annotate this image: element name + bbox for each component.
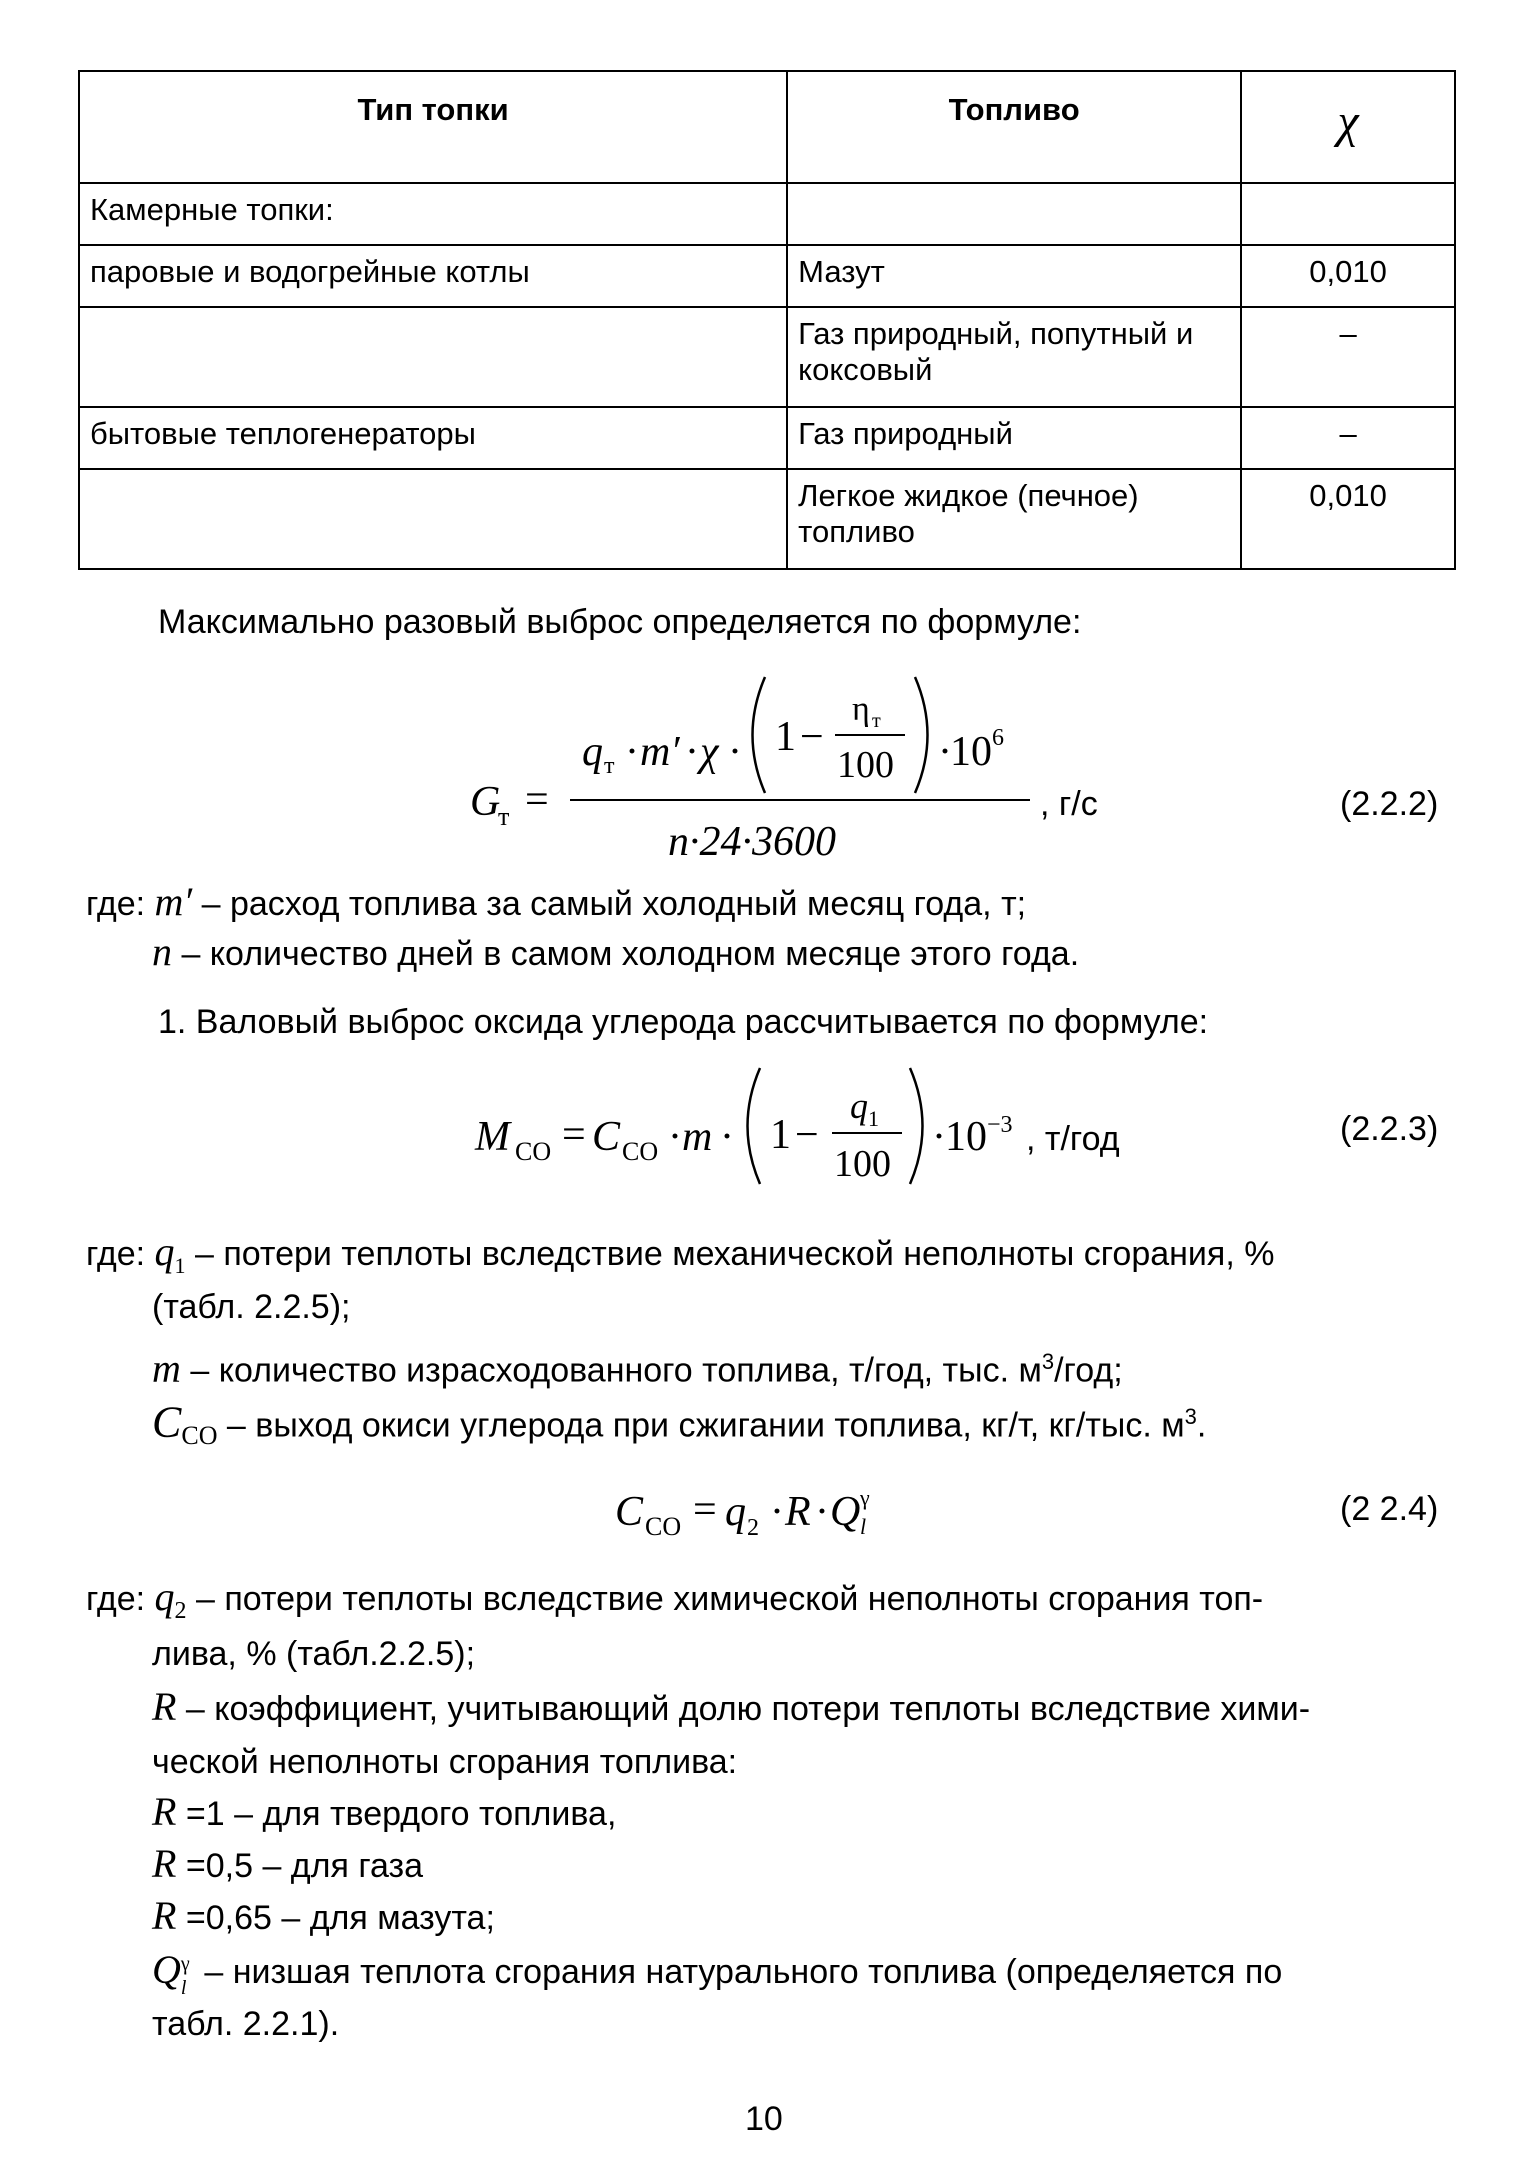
eq3-lhs-sub: CO <box>645 1512 682 1541</box>
header-furnace-type: Тип топки <box>79 71 787 183</box>
eq1-dot: · <box>728 729 742 775</box>
where3-a-text2: лива, % (табл.2.2.5); <box>152 1635 476 1673</box>
table-row <box>79 407 1455 469</box>
where3-b-text2: ческой неполноты сгорания топлива: <box>152 1743 738 1781</box>
table-cell: бытовые теплогенераторы <box>79 407 787 469</box>
eq2-pow-exp: −3 <box>987 1112 1013 1138</box>
table-row <box>79 469 1455 569</box>
eq2-m: m <box>682 1114 713 1160</box>
eq1-m: m′ <box>640 729 680 775</box>
where1-line2 <box>152 930 1079 976</box>
where1-line1 <box>86 880 1026 926</box>
eq1-lhs-sub: т <box>498 802 510 831</box>
symbol-c: C <box>152 1397 182 1447</box>
eq1-pow-exp: 6 <box>992 725 1004 751</box>
table-header-row <box>79 71 1455 183</box>
eq2-equals: = <box>562 1112 586 1158</box>
table-row <box>79 183 1455 245</box>
where2-line3 <box>152 1395 1206 1458</box>
table-cell: Газ природный, попутный и коксовый <box>787 307 1241 407</box>
eq1-equals: = <box>525 777 549 823</box>
where2-b-text: – количество израсходованного топлива, т/год, тыс. м <box>180 1351 1042 1390</box>
table-cell: Мазут <box>787 245 1241 307</box>
table-cell: – <box>1241 407 1455 469</box>
symbol-q-low-sup: γ <box>180 1953 190 1975</box>
eq3-q: q <box>725 1489 746 1535</box>
r3-text: =0,65 – для мазута; <box>176 1899 495 1937</box>
symbol-m-prime: m′ <box>154 879 193 924</box>
where2-a-text: – потери теплоты вследствие механической неполноты сгорания, % <box>185 1235 1275 1273</box>
where1-a-text: – расход топлива за самый холодный месяц года, т; <box>192 885 1027 923</box>
where3-b-text: – коэффициент, учитывающий долю потери теплоты вследствие хими- <box>176 1690 1311 1728</box>
eq3-r: R <box>785 1489 811 1535</box>
eq2-c-sub: CO <box>622 1137 659 1166</box>
eq1-open-paren <box>753 677 766 793</box>
symbol-q-low: Q <box>152 1947 181 1992</box>
r-mazut-line <box>152 1894 495 1940</box>
where2-line2 <box>152 1340 1123 1392</box>
table-cell: Газ природный <box>787 407 1241 469</box>
r1-text: =1 – для твердого топлива, <box>176 1795 617 1833</box>
table-cell <box>79 469 787 569</box>
where2-c-tail: . <box>1196 1406 1207 1445</box>
page-number: 10 <box>745 2100 783 2138</box>
where-label: где: <box>86 885 146 923</box>
eq3-lhs: C <box>615 1489 644 1535</box>
where2-a-text2: (табл. 2.2.5); <box>152 1288 351 1326</box>
eq3-dot: · <box>815 1489 829 1535</box>
superscript: 3 <box>1041 1349 1055 1374</box>
formula-2-2-3 <box>470 1060 1170 1205</box>
r-gas-line <box>152 1842 423 1888</box>
where3-line2 <box>152 1685 1310 1731</box>
eq3-qq-sub: l <box>860 1514 867 1539</box>
eq1-denominator: n·24·3600 <box>668 819 836 865</box>
eq1-dot: · <box>685 729 699 775</box>
where-label: где: <box>86 1580 146 1618</box>
eq1-one: 1 <box>775 714 796 760</box>
table-cell: паровые и водогрейные котлы <box>79 245 787 307</box>
where3-line1 <box>86 1575 1263 1633</box>
symbol-q: q <box>154 1229 175 1274</box>
eq1-pow: 10 <box>950 729 992 775</box>
q-text2: табл. 2.2.1). <box>152 2005 340 2043</box>
eq2-dot: · <box>932 1114 946 1160</box>
eq2-q-sub: 1 <box>868 1106 879 1131</box>
table-cell: Камерные топки: <box>79 183 787 245</box>
eq2-pow: 10 <box>945 1114 987 1160</box>
eq2-c: C <box>592 1114 621 1160</box>
table-row <box>79 307 1455 407</box>
eq2-minus: − <box>795 1112 819 1158</box>
eq2-open-paren <box>748 1068 761 1184</box>
eq2-lhs: M <box>475 1114 510 1160</box>
eq1-minus: − <box>800 714 824 760</box>
eq2-dot: · <box>720 1114 734 1160</box>
eq1-lhs: G <box>470 779 501 825</box>
eq2-one: 1 <box>770 1112 791 1158</box>
item-1-text: 1. Валовый выброс оксида углерода рассчитывается по формуле: <box>158 1003 1209 1041</box>
table-cell <box>1241 183 1455 245</box>
eq2-close-paren <box>910 1068 923 1184</box>
eq1-hundred: 100 <box>837 744 894 786</box>
eq2-dot: · <box>668 1114 682 1160</box>
eq2-number: (2.2.3) <box>1340 1110 1439 1148</box>
symbol-r: R <box>152 1841 177 1886</box>
q-text: – низшая теплота сгорания натурального топлива (определяется по <box>194 1953 1283 1991</box>
table-cell: 0,010 <box>1241 469 1455 569</box>
eq1-eta: η <box>852 691 870 728</box>
eq1-dot: · <box>938 729 952 775</box>
eq1-q: q <box>582 729 603 775</box>
where1-b-text: – количество дней в самом холодном месяце этого года. <box>172 935 1080 973</box>
symbol-r: R <box>152 1789 177 1834</box>
table-cell: – <box>1241 307 1455 407</box>
table-cell: 0,010 <box>1241 245 1455 307</box>
table-row <box>79 245 1455 307</box>
eq1-number: (2.2.2) <box>1340 785 1439 823</box>
where2-c-text: – выход окиси углерода при сжигании топлива, кг/т, кг/тыс. м <box>217 1406 1185 1445</box>
symbol-q-sub: 2 <box>174 1597 187 1624</box>
eq3-number: (2 2.4) <box>1340 1490 1439 1528</box>
symbol-q-low-sub: l <box>180 1977 187 1999</box>
eq1-dot: · <box>625 729 639 775</box>
q-heat-line <box>152 1947 1283 1999</box>
formula-2-2-2 <box>440 665 1120 870</box>
symbol-r: R <box>152 1893 177 1938</box>
eq1-eta-sub: т <box>872 710 881 732</box>
symbol-m: m <box>152 1345 181 1391</box>
formula-2-2-4 <box>610 1470 940 1550</box>
symbol-q: q <box>154 1574 175 1619</box>
header-chi: χ <box>1241 71 1455 183</box>
table-cell <box>79 307 787 407</box>
where-label: где: <box>86 1235 146 1273</box>
eq3-qq-sup: γ <box>860 1485 870 1510</box>
max-emission-intro: Максимально разовый выброс определяется по формуле: <box>158 603 1082 641</box>
eq2-lhs-sub: CO <box>515 1137 552 1166</box>
symbol-q-sub: 1 <box>174 1252 186 1278</box>
eq1-chi: χ <box>700 729 719 775</box>
where2-b-tail: /год; <box>1054 1351 1123 1390</box>
eq3-q-sub: 2 <box>747 1515 759 1541</box>
eq2-unit: , т/год <box>1026 1120 1120 1158</box>
symbol-c-sub: CO <box>181 1421 218 1451</box>
where3-a-text: – потери теплоты вследствие химической неполноты сгорания топ- <box>186 1580 1264 1618</box>
eq3-equals: = <box>693 1487 717 1533</box>
symbol-n: n <box>152 929 172 974</box>
header-fuel: Топливо <box>787 71 1241 183</box>
eq1-unit: , г/с <box>1040 785 1098 823</box>
r-solid-line <box>152 1790 616 1836</box>
eq2-hundred: 100 <box>834 1143 891 1185</box>
eq2-q: q <box>850 1086 868 1126</box>
eq3-qq: Q <box>830 1489 861 1535</box>
fuel-type-table <box>78 70 1456 570</box>
eq3-dot: · <box>770 1489 784 1535</box>
r2-text: =0,5 – для газа <box>176 1847 424 1885</box>
eq1-close-paren <box>915 677 928 793</box>
where2-line1 <box>86 1230 1274 1288</box>
superscript: 3 <box>1184 1404 1197 1429</box>
eq1-q-sub: т <box>604 753 615 779</box>
table-cell: Легкое жидкое (печное) топливо <box>787 469 1241 569</box>
table-cell <box>787 183 1241 245</box>
symbol-r: R <box>152 1684 177 1729</box>
